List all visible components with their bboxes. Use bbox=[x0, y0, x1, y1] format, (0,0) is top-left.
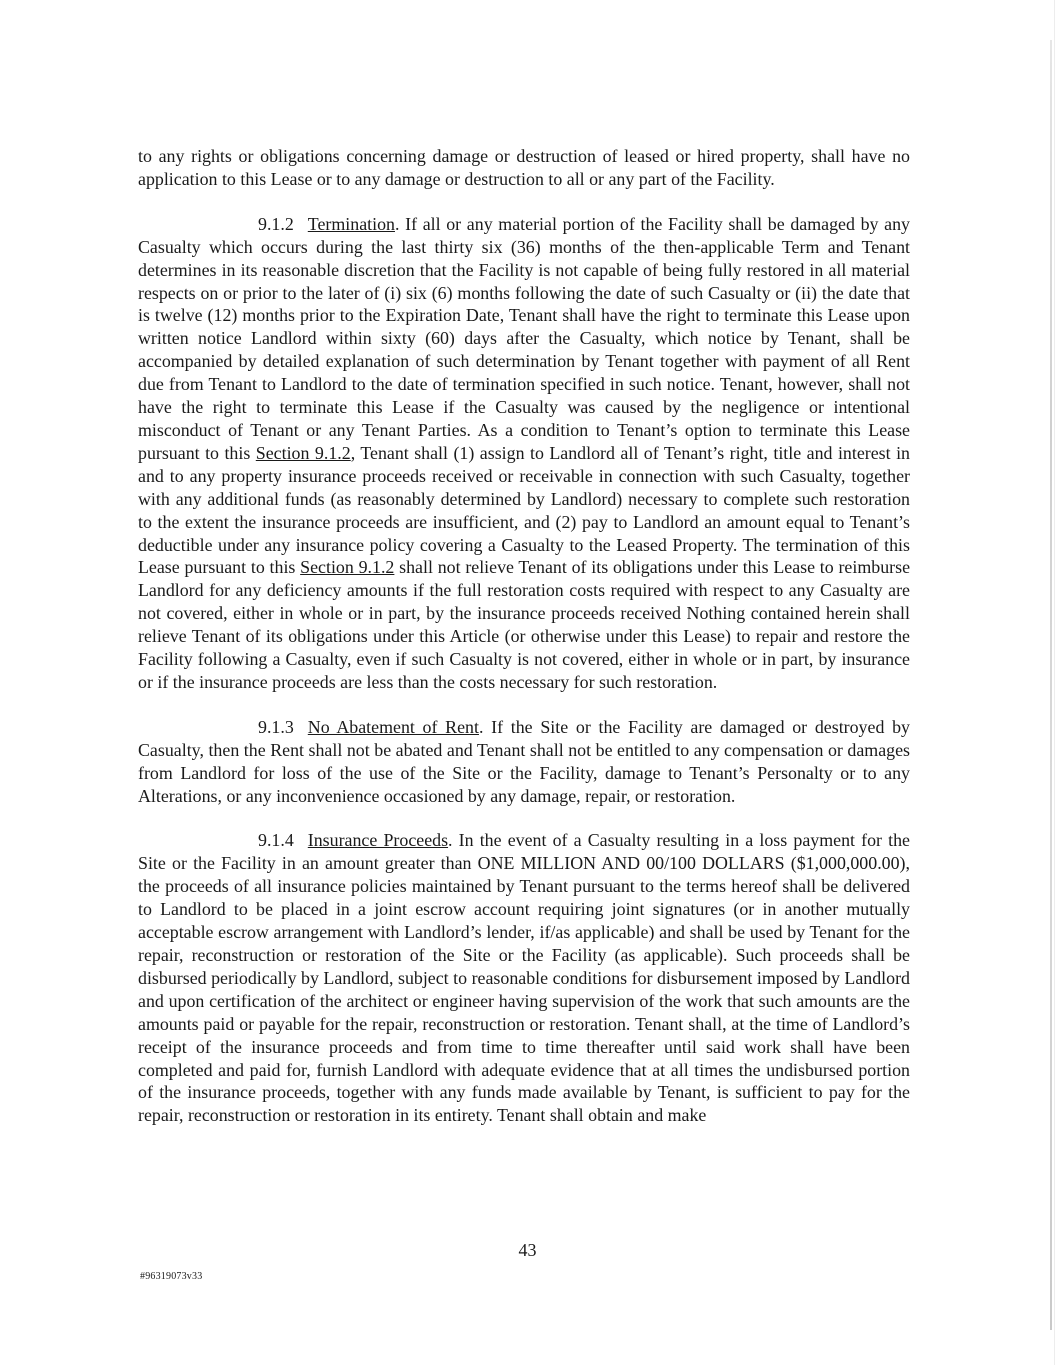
document-body bbox=[138, 145, 910, 1149]
section-9-1-3 bbox=[138, 716, 910, 808]
paragraph-continuation bbox=[138, 145, 910, 191]
section-text: shall not relieve Tenant of its obligations under this Lease to reimburse Landlord for any deficiency amounts if the full restoration costs required with respect to any Casualty are not covered, either in whole or in part, by the insurance proceeds received Nothing contained herein shall relieve Tenant of its obligations under this Article (or otherwise under this Lease) to repair and restore the Facility following a Casualty, even if such Casualty is not covered, either in whole or in part, by insurance or if the insurance proceeds are less than the costs necessary for such restoration. bbox=[138, 557, 911, 692]
section-heading: Termination bbox=[307, 213, 395, 234]
section-number: 9.1.2 bbox=[258, 213, 294, 234]
section-9-1-4 bbox=[138, 829, 910, 1127]
section-heading: Insurance Proceeds bbox=[307, 830, 449, 851]
section-cross-reference: Section 9.1.2 bbox=[255, 442, 351, 463]
page-number: 43 bbox=[518, 1240, 537, 1260]
section-text: . In the event of a Casualty resulting in a loss payment for the Site or the Facility in an amount greater than ONE MILLION AND 00/100 DOLLARS ($1,000,000.00), the proceeds of all insurance policies maintained by Tenant pursuant to the terms hereof shall be delivered to Landlord to be placed in a joint escrow account requiring joint signatures (or in another mutually acceptable escrow arrangement with Landlord’s lender, if/as applicable) and shall be used by Tenant for the repair, reconstruction or restoration of the Site or the Facility (as applicable). Such proceeds shall be disbursed periodically by Landlord, subject to reasonable conditions for disbursement imposed by Landlord and upon certification of the architect or engineer having supervision of the work that such amounts are the amounts paid or payable for the repair, reconstruction or restoration. Tenant shall, at the time of Landlord’s receipt of the insurance proceeds and from time to time thereafter until said work shall have been completed and paid for, furnish Landlord with adequate evidence that at all times the undisbursed portion of the insurance proceeds, together with any funds made available by Tenant, is sufficient to pay for the repair, reconstruction or restoration in its entirety. Tenant shall obtain and make bbox=[138, 830, 910, 1126]
section-text: , Tenant shall (1) assign to Landlord all of Tenant’s right, title and interest in and to any property insurance proceeds received or receivable in connection with such Casualty, together with any additional funds (as reasonably determined by Landlord) necessary to complete such restoration to the extent the insurance proceeds are insufficient, and (2) pay to Landlord an amount equal to Tenant’s deductible under any insurance policy covering a Casualty to the Leased Property. The termination of this Lease pursuant to this bbox=[138, 442, 910, 578]
continuation-text: to any rights or obligations concerning damage or destruction of leased or hired property, shall have no application to this Lease or to any damage or destruction to all or any part of the Facility. bbox=[138, 146, 910, 189]
section-number: 9.1.3 bbox=[258, 716, 294, 737]
section-heading: No Abatement of Rent bbox=[307, 716, 479, 737]
section-number: 9.1.4 bbox=[258, 830, 294, 851]
section-9-1-2 bbox=[138, 213, 910, 694]
section-text: . If all or any material portion of the Facility shall be damaged by any Casualty which occurs during the last thirty six (36) months of the then-applicable Term and Tenant determines in its reasonable discretion that the Facility is not capable of being fully restored in all material respects on or prior to the later of (i) six (6) months following the date of such Casualty or (ii) the date that is twelve (12) months prior to the Expiration Date, Tenant shall have the right to terminate this Lease upon written notice Landlord within sixty (60) days after the Casualty, which notice by Tenant, shall be accompanied by detailed explanation of such determination by Tenant together with payment of all Rent due from Tenant to Landlord to the date of termination specified in such notice. Tenant, however, shall not have the right to terminate this Lease if the Casualty was caused by the negligence or intentional misconduct of Tenant or any Tenant Parties. As a condition to Tenant’s option to terminate this Lease pursuant to this bbox=[138, 213, 910, 463]
scan-edge-line bbox=[1050, 40, 1052, 1330]
section-text: . If the Site or the Facility are damaged or destroyed by Casualty, then the Rent shall not be abated and Tenant shall not be entitled to any compensation or damages from Landlord for loss of the use of the Site or the Facility, damage to Tenant’s Personalty or to any Alterations, or any inconvenience occasioned by any damage, repair, or restoration. bbox=[138, 716, 910, 806]
document-id: #96319073v33 bbox=[140, 1271, 203, 1282]
section-cross-reference: Section 9.1.2 bbox=[300, 557, 395, 578]
